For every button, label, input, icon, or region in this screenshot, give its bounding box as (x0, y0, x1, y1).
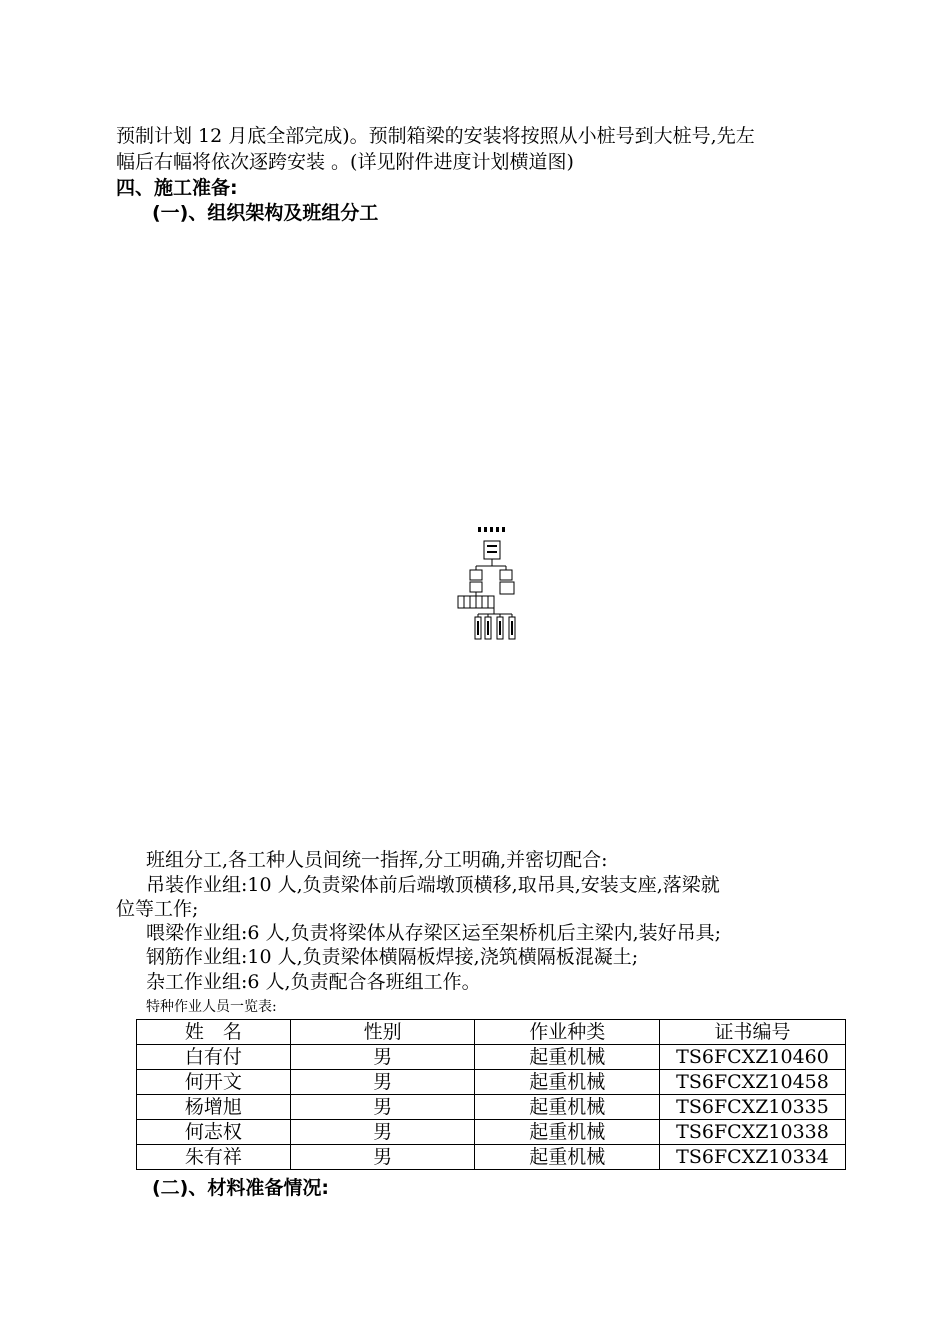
cell-name: 朱有祥 (137, 1145, 291, 1170)
cell-gender: 男 (290, 1145, 475, 1170)
table-row (137, 1145, 846, 1170)
cell-name: 何开文 (137, 1070, 291, 1095)
org-chart-title-dots (478, 527, 505, 532)
team-lifting: 吊装作业组:10 人,负责梁体前后端墩顶横移,取吊具,安装支座,落梁就 (146, 874, 720, 896)
table-header-row (137, 1020, 846, 1045)
table-row (137, 1120, 846, 1145)
cell-gender: 男 (290, 1120, 475, 1145)
cell-work-type: 起重机械 (475, 1070, 660, 1095)
cell-certificate: TS6FCXZ10460 (660, 1045, 846, 1070)
header-certificate: 证书编号 (660, 1020, 846, 1045)
org-chart-mid-box (470, 570, 482, 580)
cell-certificate: TS6FCXZ10458 (660, 1070, 846, 1095)
subsection-heading: (二)、材料准备情况: (152, 1177, 329, 1199)
cell-work-type: 起重机械 (475, 1120, 660, 1145)
table-row (137, 1070, 846, 1095)
cell-gender: 男 (290, 1070, 475, 1095)
paragraph-line: 预制计划 12 月底全部完成)。预制箱梁的安装将按照从小桩号到大桩号,先左 (116, 125, 755, 147)
cell-work-type: 起重机械 (475, 1045, 660, 1070)
team-rebar: 钢筋作业组:10 人,负责梁体横隔板焊接,浇筑横隔板混凝土; (146, 946, 639, 968)
org-chart-mid-box (500, 582, 514, 594)
cell-work-type: 起重机械 (475, 1095, 660, 1120)
team-general: 杂工作业组:6 人,负责配合各班组工作。 (146, 971, 481, 993)
paragraph-line: 幅后右幅将依次逐跨安装 。(详见附件进度计划横道图) (116, 151, 574, 173)
org-chart-diagram (456, 524, 520, 644)
subsection-heading: (一)、组织架构及班组分工 (152, 202, 379, 224)
cell-certificate: TS6FCXZ10338 (660, 1120, 846, 1145)
table-caption: 特种作业人员一览表: (146, 999, 277, 1015)
cell-work-type: 起重机械 (475, 1145, 660, 1170)
team-feeding: 喂梁作业组:6 人,负责将梁体从存梁区运至架桥机后主梁内,装好吊具; (146, 922, 722, 944)
cell-certificate: TS6FCXZ10334 (660, 1145, 846, 1170)
cell-name: 何志权 (137, 1120, 291, 1145)
section-heading: 四、施工准备: (116, 177, 238, 199)
header-work-type: 作业种类 (475, 1020, 660, 1045)
cell-gender: 男 (290, 1095, 475, 1120)
org-chart-mid-box (470, 582, 482, 592)
header-name: 姓 名 (137, 1020, 291, 1045)
cell-name: 白有付 (137, 1045, 291, 1070)
team-lifting-continued: 位等工作; (116, 898, 199, 920)
team-intro: 班组分工,各工种人员间统一指挥,分工明确,并密切配合: (146, 849, 608, 871)
table-row (137, 1045, 846, 1070)
org-chart-top-box (484, 541, 500, 559)
cell-certificate: TS6FCXZ10335 (660, 1095, 846, 1120)
org-chart-mid-box (500, 570, 512, 580)
cell-gender: 男 (290, 1045, 475, 1070)
special-workers-table (136, 1019, 846, 1170)
cell-name: 杨增旭 (137, 1095, 291, 1120)
table-row (137, 1095, 846, 1120)
header-gender: 性别 (290, 1020, 475, 1045)
